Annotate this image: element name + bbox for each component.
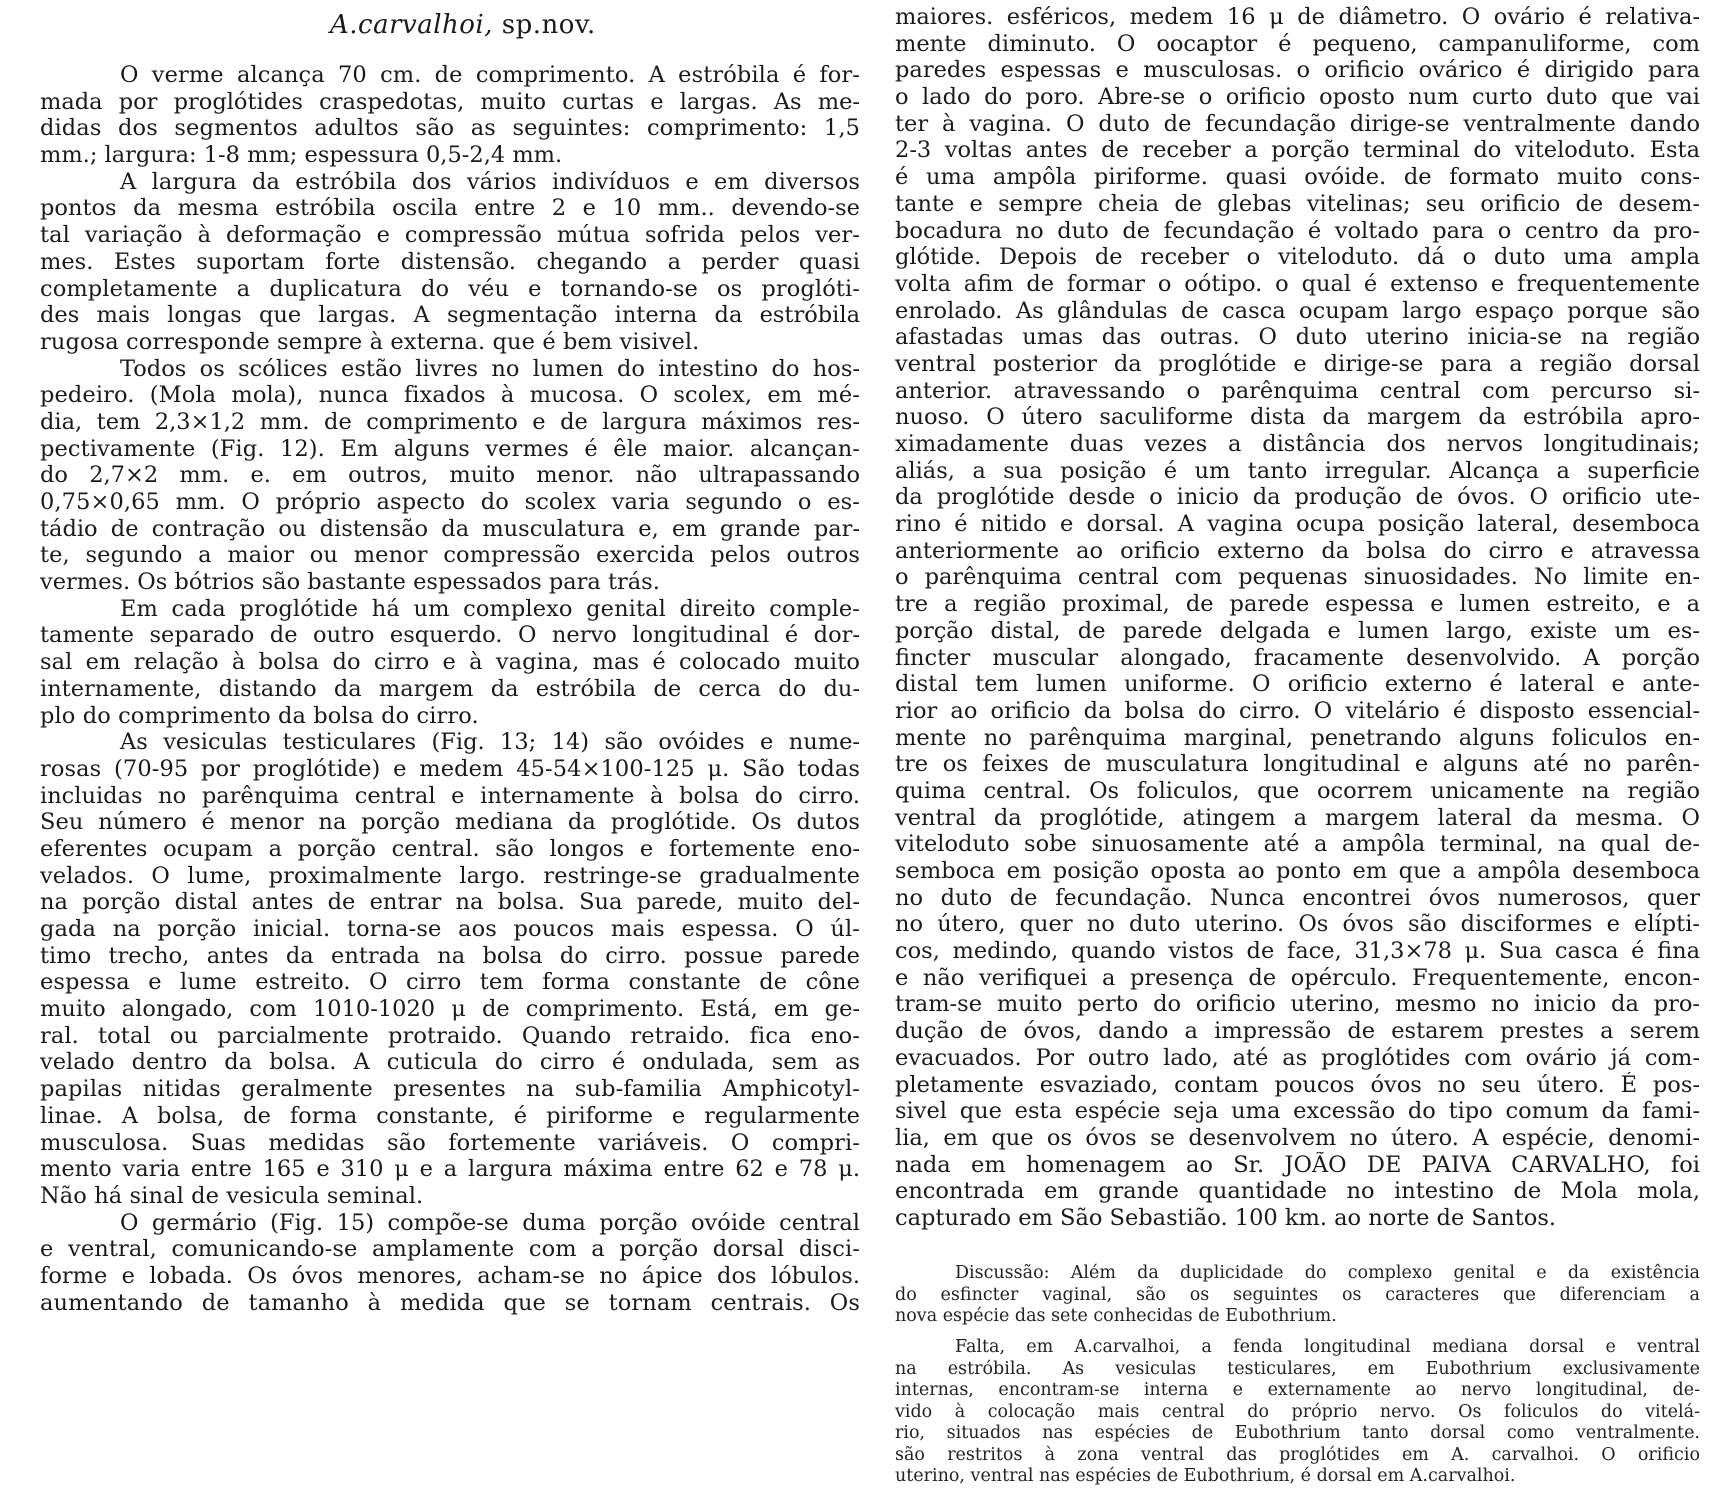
text-line: tamente separado de outro esquerdo. O nervo longitudinal é dor- xyxy=(40,622,860,649)
text-line: eferentes ocupam a porção central. são longos e fortemente eno- xyxy=(40,835,860,862)
text-line: muito alongado, com 1010-1020 μ de comprimento. Está, em ge- xyxy=(40,996,860,1023)
species-label: sp.nov. xyxy=(501,10,596,40)
text-line: maiores. esféricos, medem 16 μ de diâmetro. O ovário é relativa- xyxy=(895,4,1700,30)
text-line: mente no parênquima marginal, penetrando alguns foliculos en- xyxy=(895,724,1700,751)
text-line: bocadura no duto de fecundação é voltado para o centro da pro- xyxy=(895,217,1700,244)
text-line: no duto de fecundação. Nunca encontrei óvos numerosos, quer xyxy=(895,884,1700,911)
species-name: A.carvalhoi, xyxy=(330,10,494,40)
text-line: mes. Estes suportam forte distensão. chegando a perder quasi xyxy=(40,248,860,275)
text-line: mada por proglótides craspedotas, muito curtas e largas. As me- xyxy=(40,88,860,115)
text-line: ximadamente duas vezes a distância dos nervos longitudinais; xyxy=(895,431,1700,457)
text-line: do 2,7×2 mm. e. em outros, muito menor. não ultrapassando xyxy=(40,462,860,489)
text-line: capturado em São Sebastião. 100 km. ao norte de Santos. xyxy=(895,1204,1557,1231)
text-line: semboca em posição oposta ao ponto em que a ampôla desemboca xyxy=(895,858,1700,884)
text-line: tal variação à deformação e compressão mútua sofrida pelos ver- xyxy=(40,222,860,249)
text-line: Discussão: Além da duplicidade do complexo genital e da existência xyxy=(955,1263,1700,1283)
text-line: rino é nitido e dorsal. A vagina ocupa posição lateral, desemboca xyxy=(895,511,1700,538)
right-column-text xyxy=(895,4,1700,1232)
text-line: incluidas no parênquima central e internamente à bolsa do cirro. xyxy=(40,782,860,809)
text-line: volta afim de formar o oótipo. o qual é extenso e frequentemente xyxy=(895,270,1700,297)
text-line: o parênquima central com pequenas sinuosidades. No limite en- xyxy=(895,564,1700,591)
text-line: dia, tem 2,3×1,2 mm. de comprimento e de largura máximos res- xyxy=(40,408,860,435)
text-line: do esfincter vaginal, são os seguintes os caracteres que diferenciam a xyxy=(895,1284,1700,1305)
text-line: ventral da proglótide, atingem a margem lateral da mesma. O xyxy=(895,804,1700,831)
text-line: plo do comprimento da bolsa do cirro. xyxy=(40,702,479,729)
text-line: internamente, distando da margem da estróbila de cerca do du- xyxy=(40,675,860,702)
text-line: Todos os scólices estão livres no lumen do intestino do hos- xyxy=(120,355,860,382)
text-line: As vesiculas testiculares (Fig. 13; 14) são ovóides e nume- xyxy=(120,729,860,756)
text-line: 2-3 voltas antes de receber a porção terminal do viteloduto. Esta xyxy=(895,137,1700,164)
discussion-paragraph xyxy=(895,1263,1700,1328)
text-line: ral. total ou parcialmente protraido. Quando retraido. fica eno- xyxy=(40,1022,860,1049)
text-line: tádio de contração ou distensão da musculatura e, em grande par- xyxy=(40,515,860,542)
text-line: anteriormente ao orificio externo da bolsa do cirro e atravessa xyxy=(895,537,1700,564)
text-line: musculosa. Suas medidas são fortemente variáveis. O compri- xyxy=(40,1129,860,1156)
text-line: dução de óvos, dando a impressão de estarem prestes a serem xyxy=(895,1018,1700,1045)
section-heading xyxy=(330,10,596,40)
text-line: são restritos à zona ventral das proglótides em A. carvalhoi. O orificio xyxy=(895,1444,1700,1465)
text-line: 0,75×0,65 mm. O próprio aspecto do scolex varia segundo o es- xyxy=(40,489,860,515)
text-line: Falta, em A.carvalhoi, a fenda longitudinal mediana dorsal e ventral xyxy=(955,1337,1700,1357)
text-line: rugosa corresponde sempre à externa. que é bem visivel. xyxy=(40,328,700,355)
differences-paragraph xyxy=(895,1337,1700,1488)
text-line: lia, em que os óvos se desenvolvem no útero. A espécie, denomi- xyxy=(895,1124,1700,1151)
text-line: encontrada em grande quantidade no intestino de Mola mola, xyxy=(895,1178,1700,1205)
text-line: pectivamente (Fig. 12). Em alguns vermes é êle maior. alcançan- xyxy=(40,435,860,462)
text-line: te, segundo a maior ou menor compressão exercida pelos outros xyxy=(40,542,860,569)
text-line: vido à colocação mais central do próprio nervo. Os foliculos do vitelá- xyxy=(895,1401,1700,1422)
text-line: mente diminuto. O oocaptor é pequeno, campanuliforme, com xyxy=(895,30,1700,57)
text-line: timo trecho, antes da entrada na bolsa do cirro. possue parede xyxy=(40,942,860,969)
text-line: mento varia entre 165 e 310 μ e a largura máxima entre 62 e 78 μ. xyxy=(40,1156,860,1183)
text-line: uterino, ventral nas espécies de Eubothrium, é dorsal em A.carvalhoi. xyxy=(895,1466,1516,1486)
text-line: enrolado. As glândulas de casca ocupam largo espaço porque são xyxy=(895,297,1700,324)
text-line: mm.; largura: 1-8 mm; espessura 0,5-2,4 mm. xyxy=(40,142,563,169)
text-line: glótide. Depois de receber o viteloduto. dá o duto uma ampla xyxy=(895,244,1700,271)
text-line: no útero, quer no duto uterino. Os óvos são disciformes e elípti- xyxy=(895,911,1700,938)
text-line: da proglótide desde o inicio da produção de óvos. O orificio ute- xyxy=(895,484,1700,511)
text-line: porção distal, de parede delgada e lumen largo, existe um es- xyxy=(895,617,1700,644)
text-line: pletamente esvaziado, contam poucos óvos no seu útero. É pos- xyxy=(895,1071,1700,1098)
text-line: Seu número é menor na porção mediana da proglótide. Os dutos xyxy=(40,809,860,836)
text-line: velados. O lume, proximalmente largo. restringe-se gradualmente xyxy=(40,862,860,889)
text-line: o lado do poro. Abre-se o orificio oposto num curto duto que vai xyxy=(895,84,1700,111)
text-line: sal em relação à bolsa do cirro e à vagina, mas é colocado muito xyxy=(40,649,860,676)
text-line: e não verifiquei a presença de opérculo. Frequentemente, encon- xyxy=(895,964,1700,991)
text-line: rior ao orificio da bolsa do cirro. O vitelário é disposto essencial- xyxy=(895,697,1700,724)
text-line: ter à vagina. O duto de fecundação dirige-se ventralmente dando xyxy=(895,110,1700,137)
text-line: na estróbila. As vesiculas testiculares, em Eubothrium exclusivamente xyxy=(895,1358,1700,1379)
text-line: quima central. Os foliculos, que ocorrem unicamente na região xyxy=(895,777,1700,804)
text-line: tre os feixes de musculatura longitudinal e alguns até no parên- xyxy=(895,751,1700,778)
text-line: sivel que esta espécie seja uma excessão do tipo comum da fami- xyxy=(895,1098,1700,1125)
text-line: pontos da mesma estróbila oscila entre 2 e 10 mm.. devendo-se xyxy=(40,195,860,222)
text-line: tram-se muito perto do orificio uterino, mesmo no inicio da pro- xyxy=(895,991,1700,1018)
text-line: velado dentro da bolsa. A cuticula do cirro é ondulada, sem as xyxy=(40,1049,860,1076)
text-line: tante e sempre cheia de glebas vitelinas; seu orificio de desem- xyxy=(895,190,1700,217)
text-line: O germário (Fig. 15) compõe-se duma porção ovóide central xyxy=(120,1209,860,1236)
text-line: O verme alcança 70 cm. de comprimento. A estróbila é for- xyxy=(120,62,860,88)
text-line: e ventral, comunicando-se amplamente com a porção dorsal disci- xyxy=(40,1236,860,1263)
text-line: gada na porção inicial. torna-se aos poucos mais espessa. O úl- xyxy=(40,916,860,942)
text-line: aumentando de tamanho à medida que se tornam centrais. Os xyxy=(40,1289,860,1316)
text-line: nuoso. O útero saculiforme dista da margem da estróbila apro- xyxy=(895,404,1700,431)
text-line: completamente a duplicatura do véu e tornando-se os proglóti- xyxy=(40,275,860,302)
text-line: des mais longas que largas. A segmentação interna da estróbila xyxy=(40,302,860,329)
left-column-text xyxy=(40,62,860,1316)
text-line: ventral posterior da proglótide e dirige-se para a região dorsal xyxy=(895,350,1700,377)
text-line: rosas (70-95 por proglótide) e medem 45-54×100-125 μ. São todas xyxy=(40,755,860,782)
text-line: pedeiro. (Mola mola), nunca fixados à mucosa. O scolex, em mé- xyxy=(40,382,860,409)
text-line: nada em homenagem ao Sr. JOÃO DE PAIVA CARVALHO, foi xyxy=(895,1151,1700,1178)
text-line: viteloduto sobe sinuosamente até a ampôla terminal, na qual de- xyxy=(895,831,1700,858)
text-line: fincter muscular alongado, fracamente desenvolvido. A porção xyxy=(895,644,1700,671)
text-line: na porção distal antes de entrar na bolsa. Sua parede, muito del- xyxy=(40,889,860,916)
text-line: vermes. Os bótrios são bastante espessados para trás. xyxy=(40,569,660,596)
text-line: A largura da estróbila dos vários indivíduos e em diversos xyxy=(120,168,860,195)
text-line: rio, situados nas espécies de Eubothrium tanto dorsal como ventralmente. xyxy=(895,1423,1700,1443)
text-line: linae. A bolsa, de forma constante, é piriforme e regularmente xyxy=(40,1102,860,1129)
text-line: evacuados. Por outro lado, até as proglótides com ovário já com- xyxy=(895,1044,1700,1071)
text-line: tre a região proximal, de parede espessa e lumen estreito, e a xyxy=(895,591,1700,618)
text-line: espessa e lume estreito. O cirro tem forma constante de cône xyxy=(40,969,860,996)
text-line: cos, medindo, quando vistos de face, 31,3×78 μ. Sua casca é fina xyxy=(895,938,1700,965)
text-line: Não há sinal de vesicula seminal. xyxy=(40,1182,424,1209)
text-line: anterior. atravessando o parênquima central com percurso si- xyxy=(895,377,1700,404)
text-line: paredes espessas e musculosas. o orificio ovárico é dirigido para xyxy=(895,57,1700,84)
text-line: afastadas umas das outras. O duto uterino inicia-se na região xyxy=(895,324,1700,351)
text-line: internas, encontram-se interna e externamente ao nervo longitudinal, de- xyxy=(895,1380,1700,1400)
text-line: é uma ampôla piriforme. quasi ovóide. de formato muito cons- xyxy=(895,164,1700,191)
text-line: aliás, a sua posição é um tanto irregular. Alcança a superficie xyxy=(895,457,1700,484)
text-line: papilas nitidas geralmente presentes na sub-familia Amphicotyl- xyxy=(40,1076,860,1103)
text-line: nova espécie das sete conhecidas de Eubothrium. xyxy=(895,1306,1337,1326)
text-line: forme e lobada. Os óvos menores, acham-se no ápice dos lóbulos. xyxy=(40,1262,860,1289)
text-line: Em cada proglótide há um complexo genital direito comple- xyxy=(120,595,860,622)
text-line: distal tem lumen uniforme. O orificio externo é lateral e ante- xyxy=(895,671,1700,698)
text-line: didas dos segmentos adultos são as seguintes: comprimento: 1,5 xyxy=(40,115,860,142)
